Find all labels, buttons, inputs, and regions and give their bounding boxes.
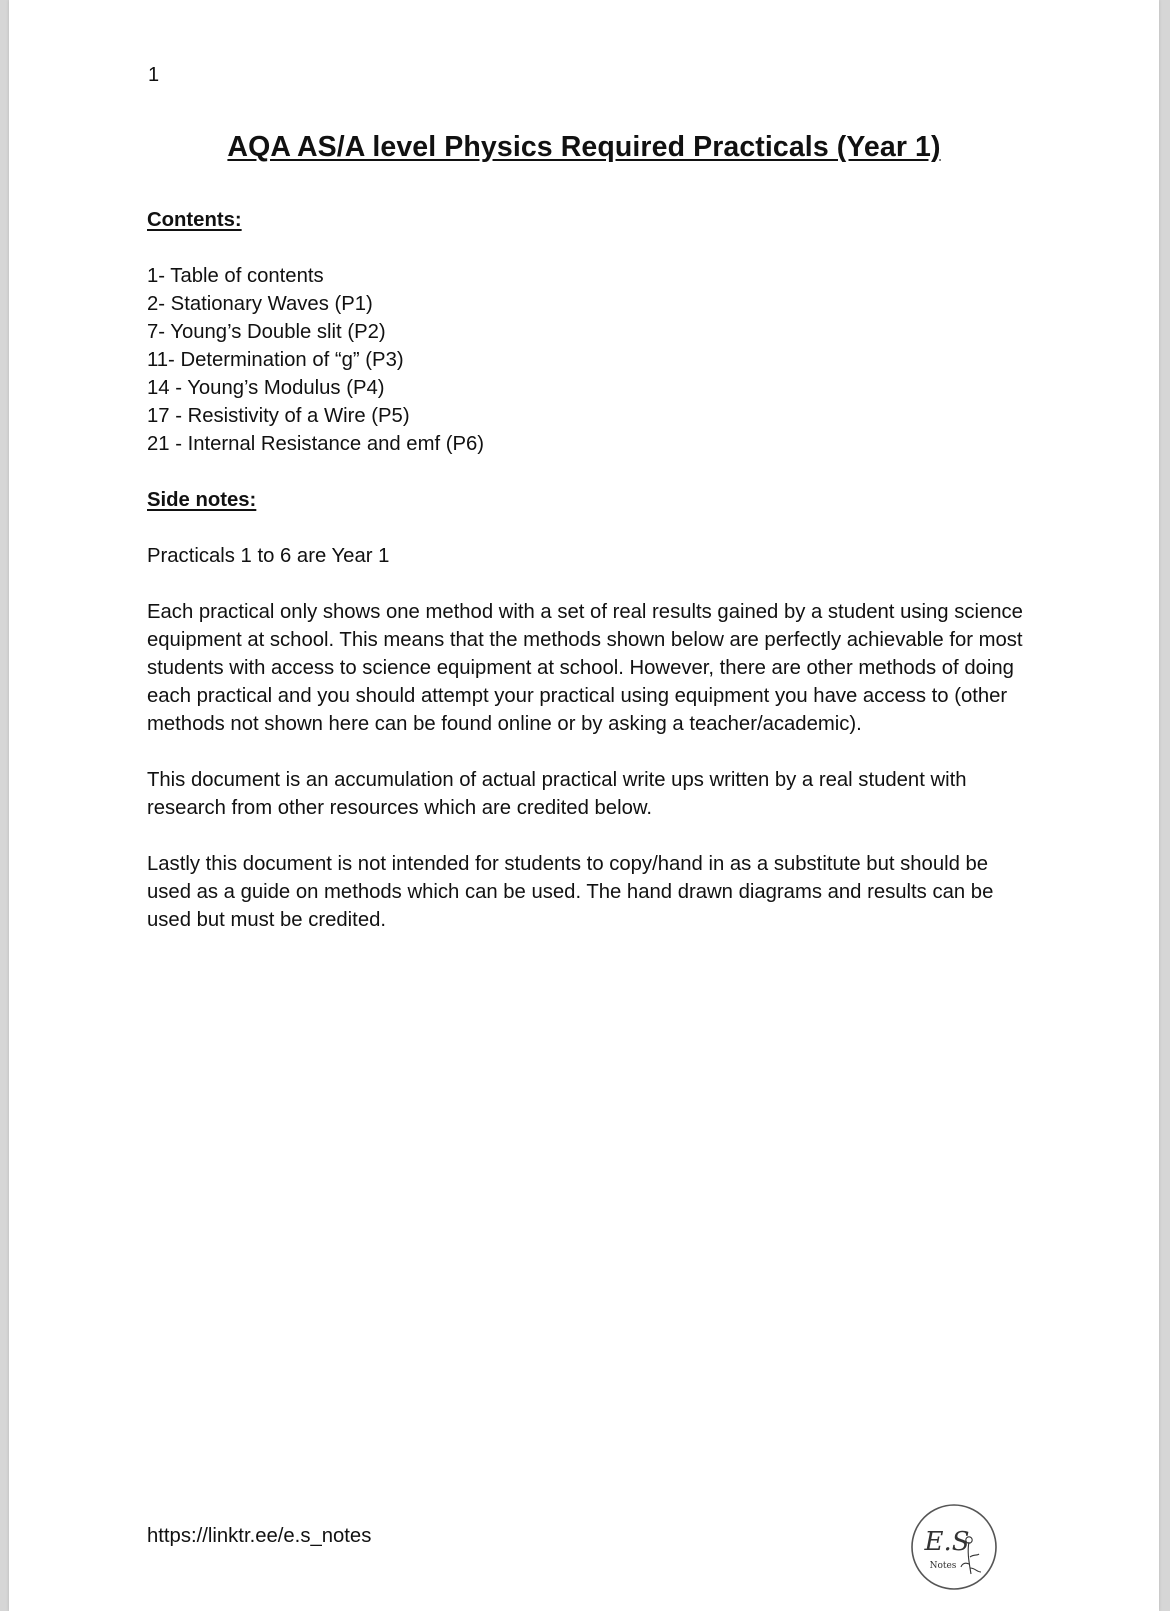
document-body (147, 206, 1027, 934)
side-note-paragraph: Lastly this document is not intended for students to copy/hand in as a substitute but should be used as a guide on methods which can be used. The hand drawn diagrams and results can be used but must be credited. (147, 853, 994, 931)
document-title: AQA AS/A level Physics Required Practicals (Year 1) (227, 131, 941, 163)
document-page (9, 0, 1159, 1611)
side-notes-heading: Side notes: (147, 489, 257, 511)
svg-text:Notes: Notes (929, 1561, 957, 1571)
side-note-paragraph: Each practical only shows one method with a set of real results gained by a student using science equipment at school. This means that the methods shown below are perfectly achievable for most students with access to science equipment at school. However, there are other methods of doing each practical and you should attempt your practical using equipment you have access to (other methods not shown here can be found online or by asking a teacher/academic). (147, 601, 1023, 735)
toc-item: 7- Young’s Double slit (P2) (147, 321, 386, 343)
toc-item: 2- Stationary Waves (P1) (147, 293, 373, 315)
side-note-paragraph: Practicals 1 to 6 are Year 1 (147, 545, 390, 567)
toc-item: 1- Table of contents (147, 265, 324, 287)
footer-link[interactable]: https://linktr.ee/e.s_notes (147, 1525, 372, 1547)
logo-icon (909, 1502, 999, 1592)
toc-item: 17 - Resistivity of a Wire (P5) (147, 405, 410, 427)
side-note-paragraph: This document is an accumulation of actual practical write ups written by a real student with research from other resources which are credited below. (147, 769, 967, 819)
es-notes-logo (909, 1502, 999, 1592)
table-of-contents (147, 262, 1027, 458)
contents-heading: Contents: (147, 209, 242, 231)
page-number: 1 (148, 64, 160, 86)
toc-item: 11- Determination of “g” (P3) (147, 349, 404, 371)
toc-item: 14 - Young’s Modulus (P4) (147, 377, 385, 399)
svg-text:E.S: E.S (924, 1527, 970, 1557)
toc-item: 21 - Internal Resistance and emf (P6) (147, 433, 485, 455)
